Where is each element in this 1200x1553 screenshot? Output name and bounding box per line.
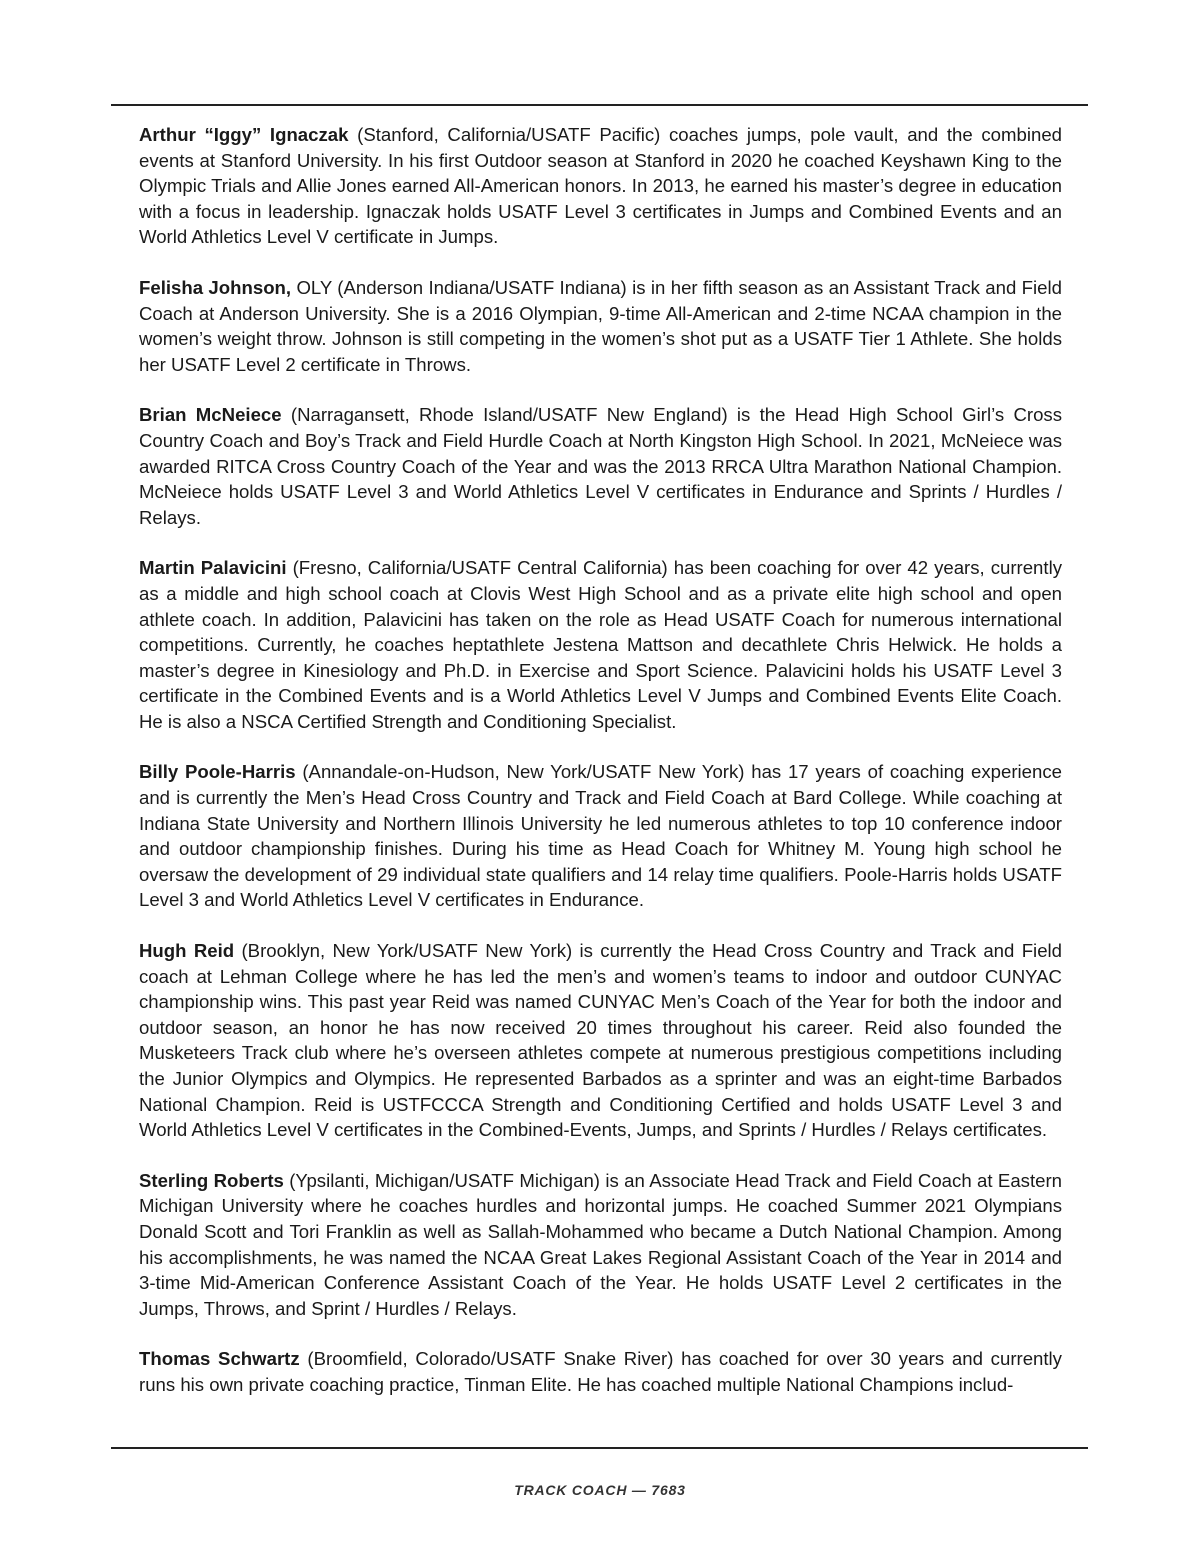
top-rule: [111, 104, 1088, 106]
coach-name: Sterling Roberts: [139, 1169, 284, 1191]
page-footer: TRACK COACH — 7683: [514, 1482, 686, 1498]
bio-text: (Annandale-on-Hudson, New York/USATF New York) has 17 years of coaching experience and is currently the Men’s Head Cross Country and Track and Field Coach at Bard College. While coaching at Indiana State University and Northern Illinois University he led numerous athletes to top 10 conference indoor and outdoor championship finishes. During his time as Head Coach for Whitney M. Young high school he oversaw the development of 29 individual state qualifiers and 14 relay time qualifiers. Poole-Harris holds USATF Level 3 and World Athletics Level V certificates in Endurance.: [139, 761, 1063, 911]
bio-ignaczak: [139, 122, 1062, 250]
bio-text: (Broomfield, Colorado/USATF Snake River) has coached for over 30 years and currently runs his own private coaching practice, Tinman Elite. He has coached multiple National Champions includ-: [139, 1348, 1062, 1395]
bio-text: (Stanford, California/USATF Pacific) coaches jumps, pole vault, and the combined events at Stanford University. In his first Outdoor season at Stanford in 2020 he coached Keyshawn King to the Olympic Trials and Allie Jones earned All-American honors. In 2013, he earned his master’s degree in education with a focus in leadership. Ignaczak holds USATF Level 3 certificates in Jumps and Combined Events and an World Athletics Level V certificate in Jumps.: [139, 124, 1062, 248]
bio-roberts: [139, 1168, 1062, 1322]
bio-list: [139, 122, 1062, 1423]
coach-name: Martin Palavicini: [139, 557, 287, 579]
bio-text: (Narragansett, Rhode Island/USATF New England) is the Head High School Girl’s Cross Country Coach and Boy’s Track and Field Hurdle Coach at North Kingston High School. In 2021, McNeiece was awarded RITCA Cross Country Coach of the Year and was the 2013 RRCA Ultra Marathon National Champion. McNeiece holds USATF Level 3 and World Athletics Level V certificates in Endurance and Sprints / Hurdles / Relays.: [139, 404, 1063, 528]
bio-text: (Brooklyn, New York/USATF New York) is currently the Head Cross Country and Track and Field coach at Lehman College where he has led the men’s and women’s teams to indoor and outdoor CUNYAC championship wins. This past year Reid was named CUNYAC Men’s Coach of the Year for both the indoor and outdoor season, an honor he has now received 20 times throughout his career. Reid also founded the Musketeers Track club where he’s overseen athletes compete at numerous prestigious competitions including the Junior Olympics and Olympics. He represented Barbados as a sprinter and was an eight-time Barbados National Champion. Reid is USTFCCCA Strength and Conditioning Certified and holds USATF Level 3 and World Athletics Level V certificates in the Combined-Events, Jumps, and Sprints / Hurdles / Relays certificates.: [139, 940, 1063, 1141]
coach-name: Billy Poole-Harris: [139, 761, 296, 783]
bottom-rule: [111, 1447, 1088, 1449]
coach-name: Hugh Reid: [139, 940, 235, 962]
coach-name: Arthur “Iggy” Ignaczak: [139, 124, 349, 145]
bio-johnson: [139, 275, 1062, 377]
coach-name: Brian McNeiece: [139, 404, 282, 426]
bio-text: OLY (Anderson Indiana/USATF Indiana) is in her fifth season as an Assistant Track and Field Coach at Anderson University. She is a 2016 Olympian, 9-time All-American and 2-time NCAA champion in the women’s weight throw. Johnson is still competing in the women’s shot put as a USATF Tier 1 Athlete. She holds her USATF Level 2 certificate in Throws.: [139, 276, 1062, 375]
bio-text: (Fresno, California/USATF Central California) has been coaching for over 42 years, currently as a middle and high school coach at Clovis West High School and as a private elite high school and open athlete coach. In addition, Palavicini has taken on the role as Head USATF Coach for numerous international competitions. Currently, he coaches heptathlete Jestena Mattson and decathlete Chris Helwick. He holds a master’s degree in Kinesiology and Ph.D. in Exercise and Sport Science. Palavicini holds his USATF Level 3 certificate in the Combined Events and is a World Athletics Level V Jumps and Combined Events Elite Coach. He is also a NSCA Certified Strength and Conditioning Specialist.: [139, 557, 1062, 732]
bio-schwartz: [139, 1346, 1062, 1397]
bio-mcneiece: [139, 402, 1062, 530]
coach-name: Felisha Johnson,: [139, 276, 292, 298]
coach-name: Thomas Schwartz: [139, 1348, 300, 1370]
bio-text: (Ypsilanti, Michigan/USATF Michigan) is an Associate Head Track and Field Coach at Eastern Michigan University where he coaches hurdles and horizontal jumps. He coached Summer 2021 Olympians Donald Scott and Tori Franklin as well as Sallah-Mohammed who became a Dutch National Champion. Among his accomplishments, he was named the NCAA Great Lakes Regional Assistant Coach of the Year in 2014 and 3-time Mid-American Conference Assistant Coach of the Year. He holds USATF Level 2 certificates in the Jumps, Throws, and Sprint / Hurdles / Relays.: [139, 1169, 1062, 1319]
bio-poole-harris: [139, 759, 1062, 913]
bio-reid: [139, 938, 1062, 1143]
bio-palavicini: [139, 555, 1062, 734]
